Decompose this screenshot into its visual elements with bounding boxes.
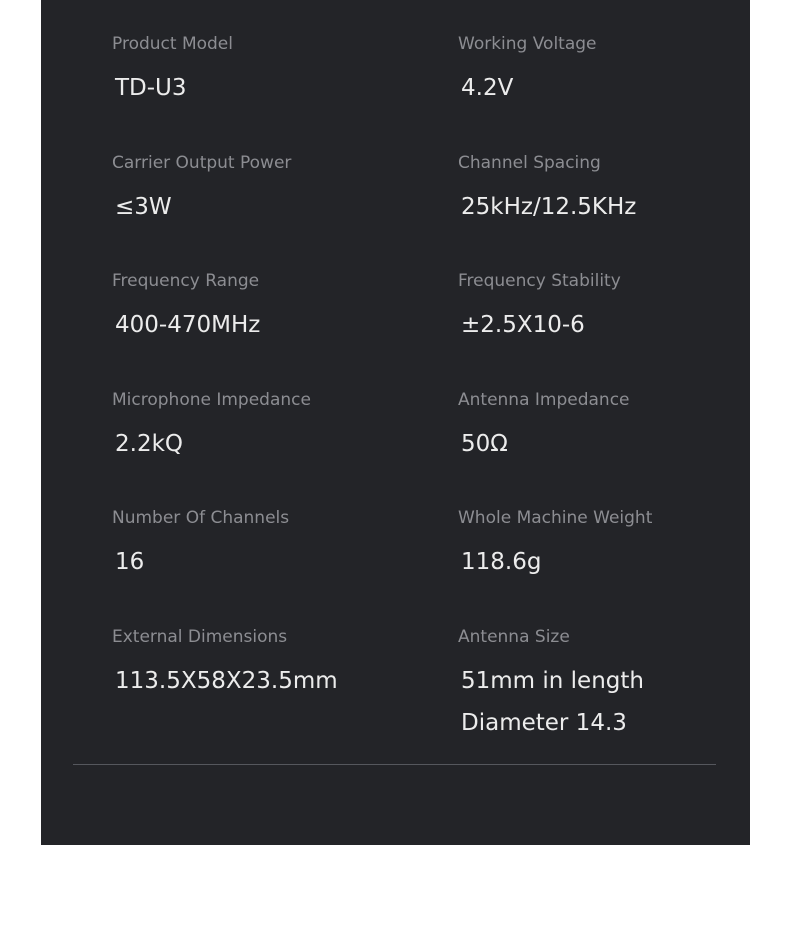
spec-label: Frequency Stability (458, 271, 621, 291)
spec-antenna-impedance (458, 389, 630, 465)
spec-product-model (112, 33, 233, 109)
spec-label: Number Of Channels (112, 508, 290, 528)
spec-value: 118.6g (461, 549, 542, 575)
spec-value: 4.2V (461, 75, 514, 101)
spec-frequency-range (112, 270, 260, 346)
spec-working-voltage (458, 33, 597, 109)
spec-label: Working Voltage (458, 34, 597, 54)
divider (73, 764, 716, 765)
spec-value: 2.2kQ (115, 431, 184, 457)
spec-label: Antenna Size (458, 627, 570, 647)
spec-whole-machine-weight (458, 507, 652, 583)
spec-microphone-impedance (112, 389, 311, 465)
spec-channel-spacing (458, 152, 636, 228)
spec-value: ±2.5X10-6 (461, 312, 585, 338)
spec-carrier-output-power (112, 152, 291, 228)
spec-value: 16 (115, 549, 145, 575)
spec-label: Whole Machine Weight (458, 508, 653, 528)
spec-label: Frequency Range (112, 271, 260, 291)
spec-value: 113.5X58X23.5mm (115, 668, 338, 694)
spec-label: Antenna Impedance (458, 390, 630, 410)
spec-label: External Dimensions (112, 627, 288, 647)
spec-value: 400-470MHz (115, 312, 261, 338)
spec-label: Microphone Impedance (112, 390, 311, 410)
spec-value: TD-U3 (115, 75, 187, 101)
spec-label: Carrier Output Power (112, 153, 292, 173)
spec-antenna-size (458, 626, 644, 744)
spec-value: 51mm in length Diameter 14.3 (461, 668, 644, 736)
spec-external-dimensions (112, 626, 338, 702)
spec-value: 50Ω (461, 431, 508, 457)
spec-panel (41, 0, 750, 845)
spec-value: 25kHz/12.5KHz (461, 194, 637, 220)
spec-frequency-stability (458, 270, 621, 346)
spec-value: ≤3W (115, 194, 172, 220)
spec-label: Product Model (112, 34, 233, 54)
spec-number-of-channels (112, 507, 289, 583)
spec-label: Channel Spacing (458, 153, 601, 173)
